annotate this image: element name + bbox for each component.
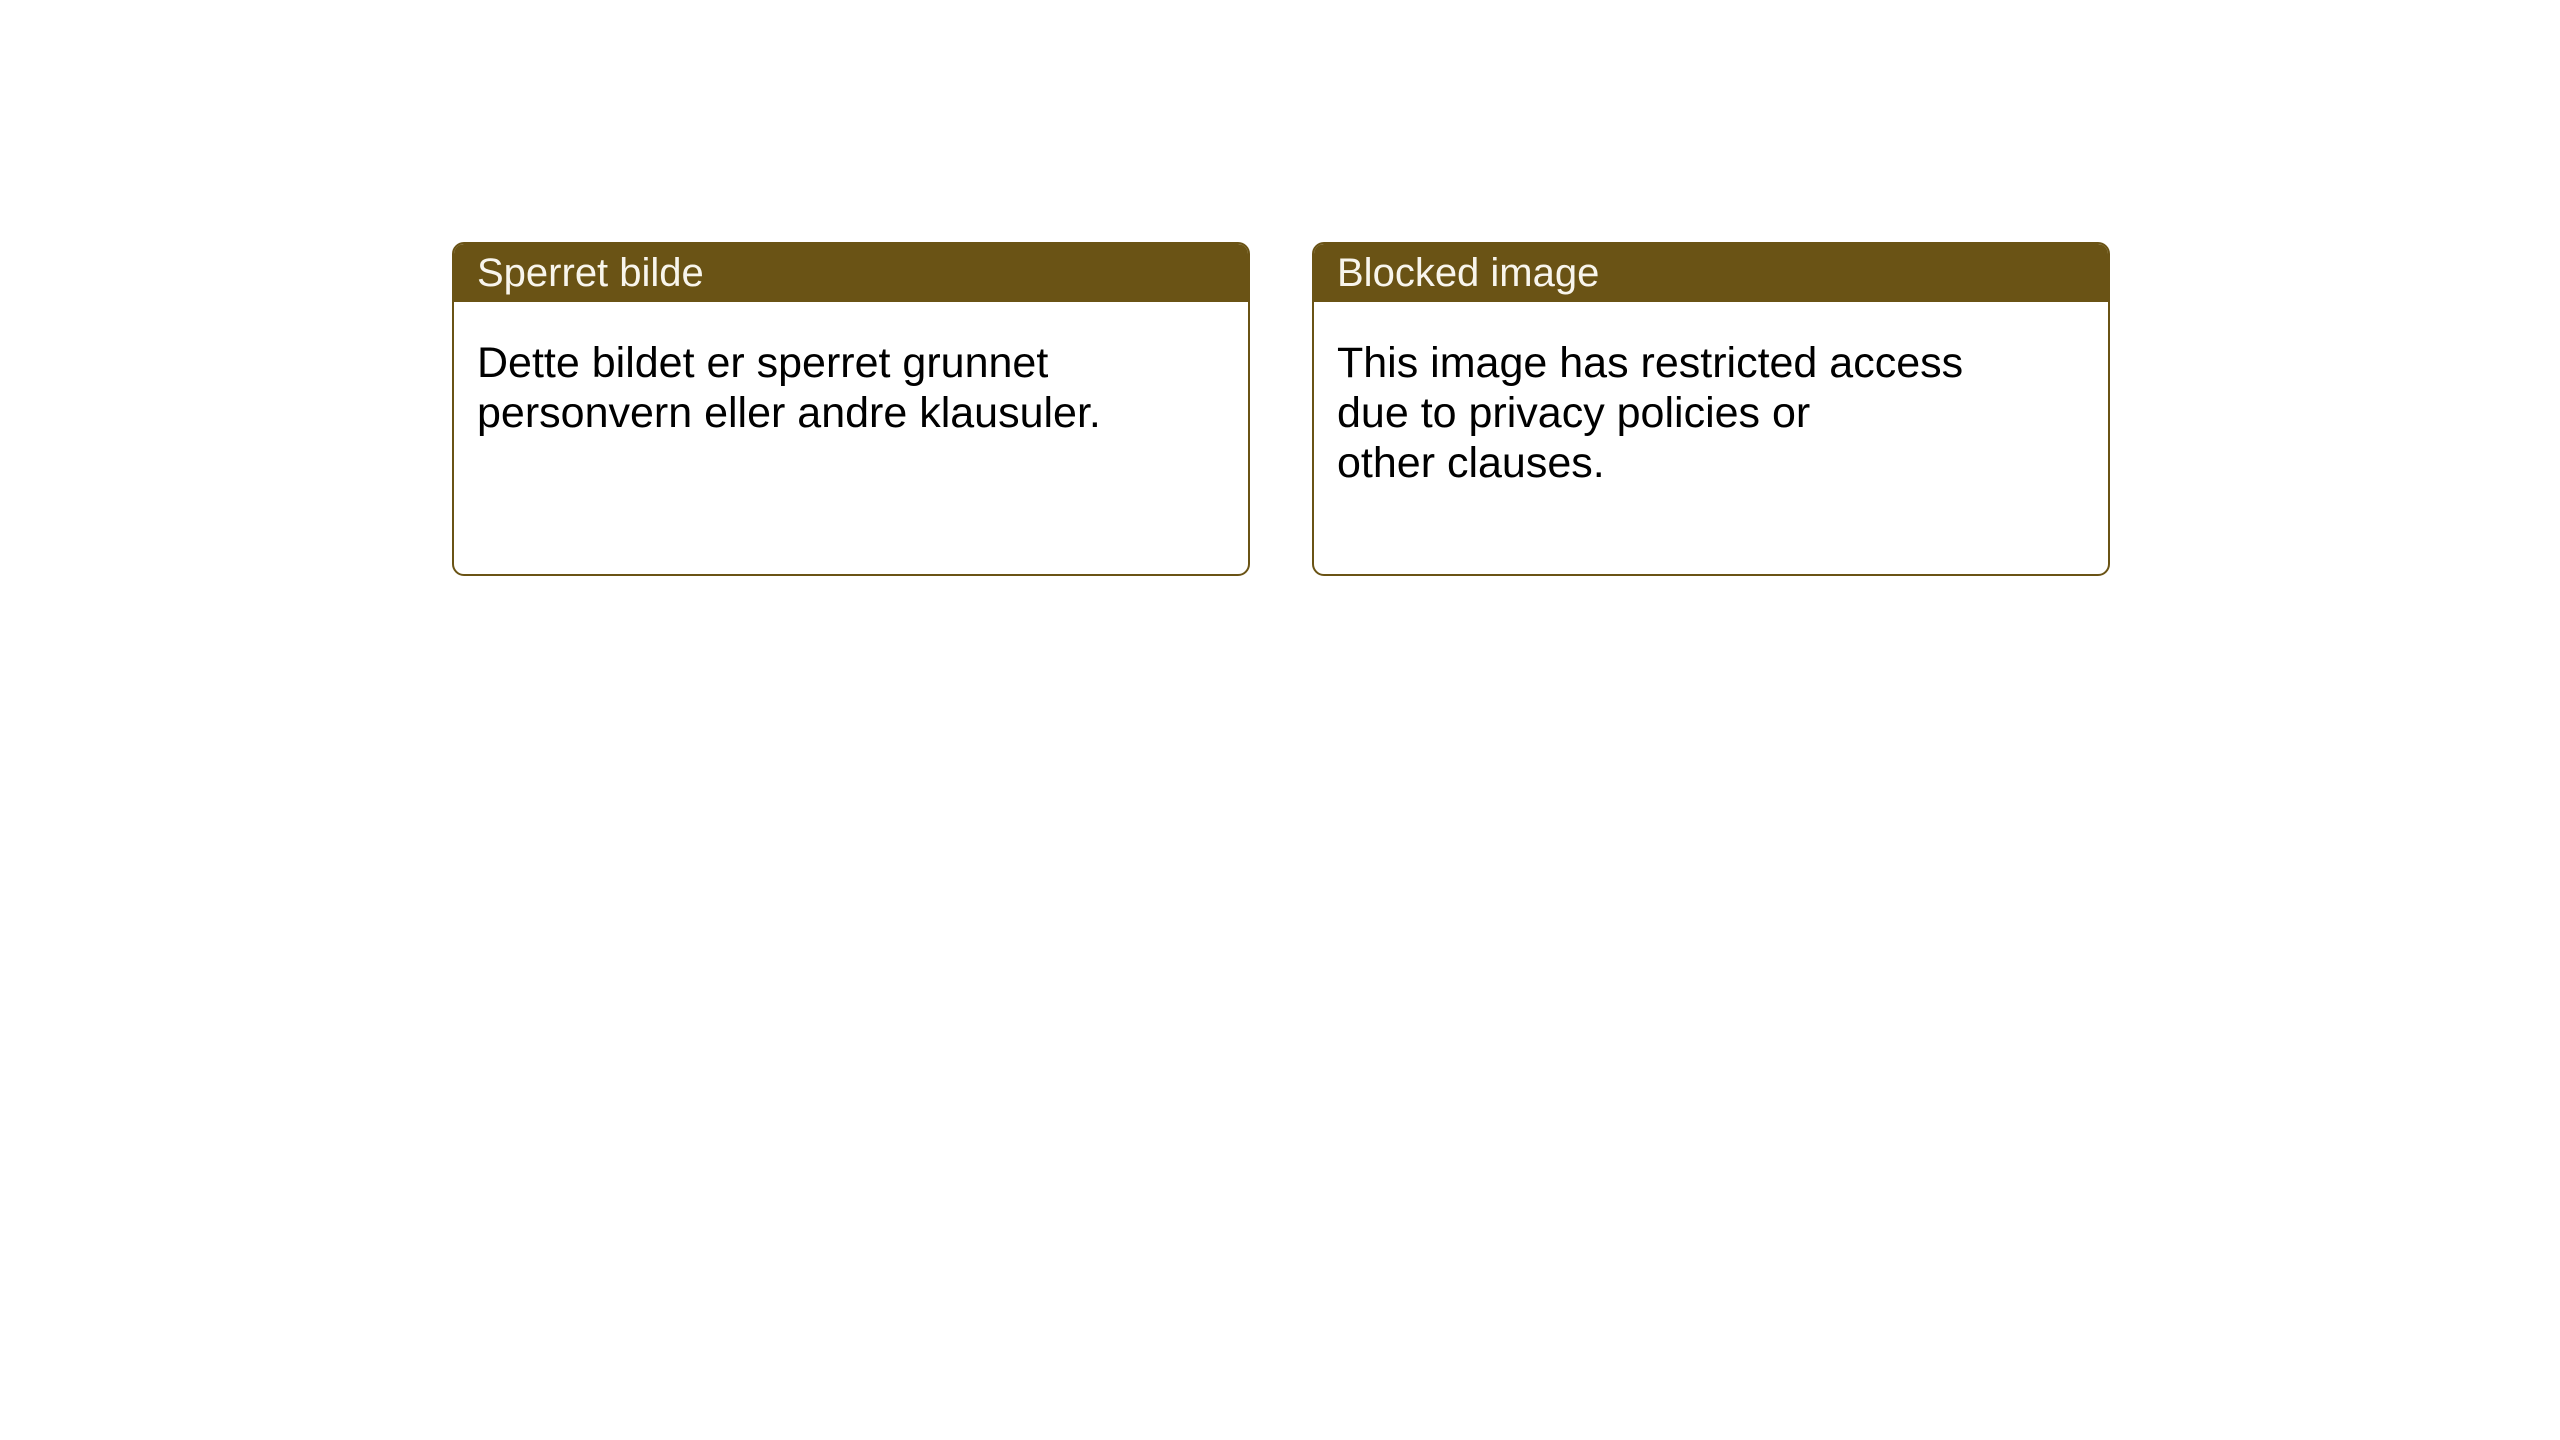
- notice-card-header: [1314, 244, 2108, 302]
- notice-card-body: [454, 302, 1248, 438]
- blocked-image-notice-card-english: [1312, 242, 2110, 576]
- notice-body-line: This image has restricted access: [1337, 339, 1964, 387]
- notice-body-line: Dette bildet er sperret grunnet: [477, 339, 1049, 387]
- notice-body-line: due to privacy policies or: [1337, 389, 1811, 437]
- notice-card-header: [454, 244, 1248, 302]
- blocked-image-notice-card-norwegian: [452, 242, 1250, 576]
- notice-card-title: Sperret bilde: [477, 251, 704, 295]
- notice-body-line: other clauses.: [1337, 439, 1605, 487]
- notice-card-body: [1314, 302, 2108, 488]
- notice-body-line: personvern eller andre klausuler.: [477, 389, 1101, 437]
- notice-card-title: Blocked image: [1337, 251, 1600, 295]
